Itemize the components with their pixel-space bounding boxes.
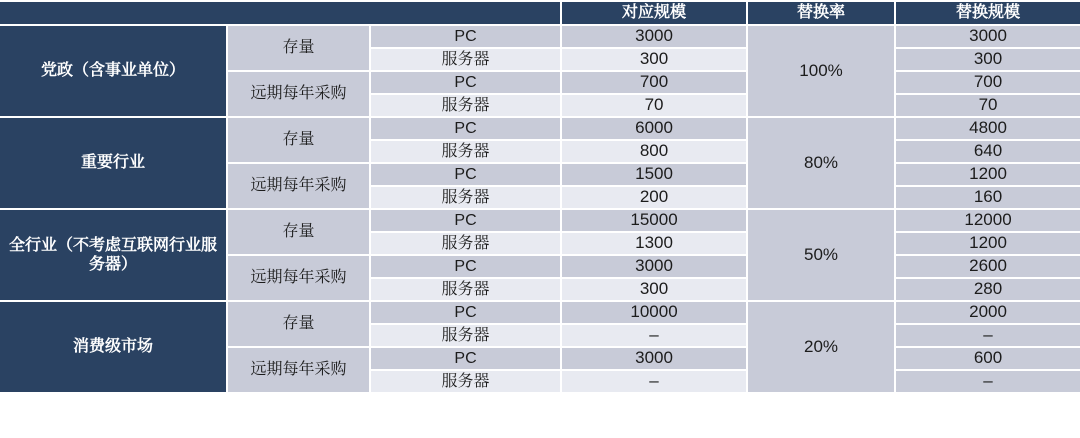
replace-cell: 12000 (895, 209, 1080, 232)
device-cell: PC (370, 163, 561, 186)
subtype-cell: 远期每年采购 (227, 255, 370, 301)
scale-cell: 70 (561, 94, 747, 117)
table-row (0, 209, 1080, 232)
device-cell: PC (370, 209, 561, 232)
col-header-rate: 替换率 (747, 2, 895, 25)
table-row (0, 117, 1080, 140)
device-cell: 服务器 (370, 370, 561, 392)
replace-cell: 160 (895, 186, 1080, 209)
rate-cell: 80% (747, 117, 895, 209)
subtype-cell: 存量 (227, 301, 370, 347)
replace-cell: 3000 (895, 25, 1080, 48)
device-cell: 服务器 (370, 232, 561, 255)
replace-cell: 1200 (895, 163, 1080, 186)
replace-cell: 600 (895, 347, 1080, 370)
scale-cell: 200 (561, 186, 747, 209)
scale-cell: 3000 (561, 25, 747, 48)
replace-cell: 70 (895, 94, 1080, 117)
device-cell: 服务器 (370, 186, 561, 209)
table-row (0, 25, 1080, 48)
scale-cell: 3000 (561, 347, 747, 370)
scale-cell: – (561, 324, 747, 347)
header-row (0, 2, 1080, 25)
device-cell: 服务器 (370, 140, 561, 163)
device-cell: 服务器 (370, 278, 561, 301)
scale-cell: 10000 (561, 301, 747, 324)
replace-cell: – (895, 370, 1080, 392)
scale-cell: 300 (561, 48, 747, 71)
category-cell: 党政（含事业单位） (0, 25, 227, 117)
replace-cell: – (895, 324, 1080, 347)
replace-cell: 1200 (895, 232, 1080, 255)
scale-cell: 1500 (561, 163, 747, 186)
col-header-scale: 对应规模 (561, 2, 747, 25)
header-empty-cell (0, 2, 561, 25)
col-header-replace: 替换规模 (895, 2, 1080, 25)
replacement-scale-table (0, 2, 1080, 392)
replace-cell: 280 (895, 278, 1080, 301)
subtype-cell: 存量 (227, 117, 370, 163)
table-row (0, 301, 1080, 324)
replace-cell: 640 (895, 140, 1080, 163)
subtype-cell: 存量 (227, 209, 370, 255)
device-cell: PC (370, 117, 561, 140)
subtype-cell: 远期每年采购 (227, 347, 370, 392)
category-cell: 消费级市场 (0, 301, 227, 392)
rate-cell: 20% (747, 301, 895, 392)
device-cell: 服务器 (370, 94, 561, 117)
scale-cell: 1300 (561, 232, 747, 255)
scale-cell: 6000 (561, 117, 747, 140)
device-cell: 服务器 (370, 324, 561, 347)
category-cell: 全行业（不考虑互联网行业服务器） (0, 209, 227, 301)
device-cell: 服务器 (370, 48, 561, 71)
replace-cell: 300 (895, 48, 1080, 71)
scale-cell: 800 (561, 140, 747, 163)
device-cell: PC (370, 347, 561, 370)
rate-cell: 100% (747, 25, 895, 117)
scale-cell: 700 (561, 71, 747, 94)
device-cell: PC (370, 25, 561, 48)
replace-cell: 2600 (895, 255, 1080, 278)
replace-cell: 2000 (895, 301, 1080, 324)
subtype-cell: 远期每年采购 (227, 163, 370, 209)
scale-cell: 300 (561, 278, 747, 301)
subtype-cell: 存量 (227, 25, 370, 71)
replace-cell: 4800 (895, 117, 1080, 140)
replace-cell: 700 (895, 71, 1080, 94)
category-cell: 重要行业 (0, 117, 227, 209)
rate-cell: 50% (747, 209, 895, 301)
device-cell: PC (370, 71, 561, 94)
scale-cell: 15000 (561, 209, 747, 232)
scale-cell: – (561, 370, 747, 392)
scale-cell: 3000 (561, 255, 747, 278)
subtype-cell: 远期每年采购 (227, 71, 370, 117)
device-cell: PC (370, 255, 561, 278)
device-cell: PC (370, 301, 561, 324)
